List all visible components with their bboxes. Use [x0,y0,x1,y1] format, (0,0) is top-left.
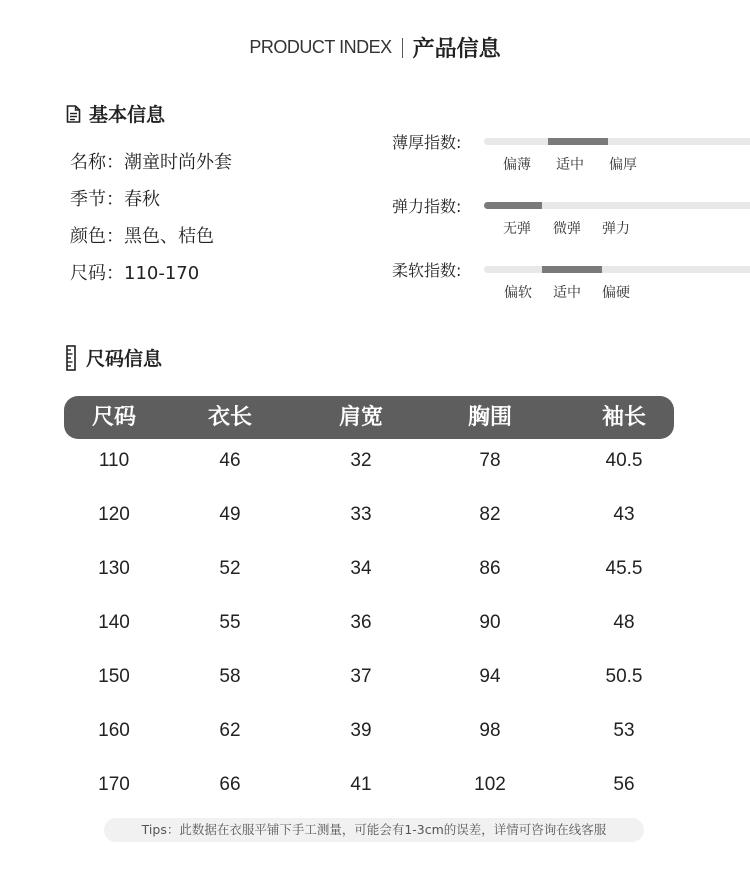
index-label: 薄厚指数: [392,133,462,152]
document-icon [66,105,81,123]
header-title-en: PRODUCT INDEX [249,37,392,57]
table-cell: 36 [350,612,372,633]
table-cell: 40.5 [605,450,643,471]
table-cell: 50.5 [605,666,643,687]
index-option: 无弹 [503,221,531,237]
index-option: 偏软 [504,285,532,301]
info-label: 名称： [70,152,124,173]
basic-info-title: 基本信息 [89,104,166,126]
table-cell: 170 [98,774,130,795]
table-cell: 45.5 [605,558,643,579]
table-cell: 78 [479,450,501,471]
table-cell: 130 [98,558,130,579]
column-header: 胸围 [467,405,512,430]
size-info-title: 尺码信息 [86,348,163,370]
index-label: 柔软指数: [392,261,462,280]
info-label: 颜色： [70,226,124,247]
table-cell: 66 [219,774,241,795]
basic-info-heading [66,100,165,127]
table-row [0,763,750,817]
index-option: 弹力 [602,221,630,237]
column-header: 肩宽 [338,405,383,430]
table-cell: 86 [479,558,501,579]
info-label: 尺码： [70,263,124,284]
ruler-icon [66,345,76,371]
table-row [0,655,750,709]
index-option: 偏厚 [609,157,637,173]
table-cell: 140 [98,612,130,633]
table-row [0,493,750,547]
table-cell: 32 [350,450,372,471]
measurement-tips: Tips：此数据在衣服平铺下手工测量，可能会有1-3cm的误差，详情可咨询在线客服 [104,818,644,842]
basic-info-list [70,148,232,296]
table-cell: 55 [219,612,241,633]
table-cell: 102 [474,774,506,795]
info-value: 黑色、桔色 [124,226,214,247]
table-cell: 110 [98,450,130,471]
index-track [484,202,750,209]
index-track [484,138,750,145]
table-cell: 52 [219,558,241,579]
table-cell: 150 [98,666,130,687]
table-cell: 98 [479,720,501,741]
column-header: 尺码 [91,405,136,430]
index-option: 适中 [556,157,584,173]
table-cell: 37 [350,666,372,687]
size-table-header [64,396,674,439]
index-fill [484,202,542,209]
column-header: 衣长 [207,405,252,430]
table-cell: 53 [613,720,635,741]
table-cell: 62 [219,720,241,741]
table-cell: 48 [613,612,635,633]
table-cell: 82 [479,504,501,525]
table-cell: 46 [219,450,241,471]
index-option: 偏硬 [602,285,630,301]
table-cell: 90 [479,612,501,633]
info-value: 春秋 [124,189,160,210]
table-row [0,547,750,601]
table-cell: 39 [350,720,372,741]
table-cell: 56 [613,774,635,795]
info-row-name [70,148,232,185]
index-track [484,266,750,273]
table-cell: 41 [350,774,372,795]
info-row-color [70,222,232,259]
index-option: 偏薄 [503,157,531,173]
table-cell: 58 [219,666,241,687]
info-row-season [70,185,232,222]
info-label: 季节： [70,189,124,210]
table-cell: 94 [479,666,501,687]
info-value: 110-170 [124,263,200,284]
table-row [0,439,750,493]
table-cell: 49 [219,504,241,525]
info-value: 潮童时尚外套 [124,152,232,173]
index-fill [542,266,602,273]
table-cell: 33 [350,504,372,525]
index-option: 适中 [553,285,581,301]
header-separator [402,38,403,58]
table-cell: 120 [98,504,130,525]
column-header: 袖长 [601,405,646,430]
table-row [0,709,750,763]
table-row [0,601,750,655]
size-info-heading [66,344,162,371]
index-label: 弹力指数: [392,197,462,216]
table-cell: 160 [98,720,130,741]
size-table-body [0,439,750,817]
header-title-cn: 产品信息 [412,37,501,62]
table-cell: 34 [350,558,372,579]
table-cell: 43 [613,504,635,525]
info-row-size [70,259,232,296]
page-header [0,32,750,64]
index-option: 微弹 [553,221,581,237]
index-fill [548,138,608,145]
